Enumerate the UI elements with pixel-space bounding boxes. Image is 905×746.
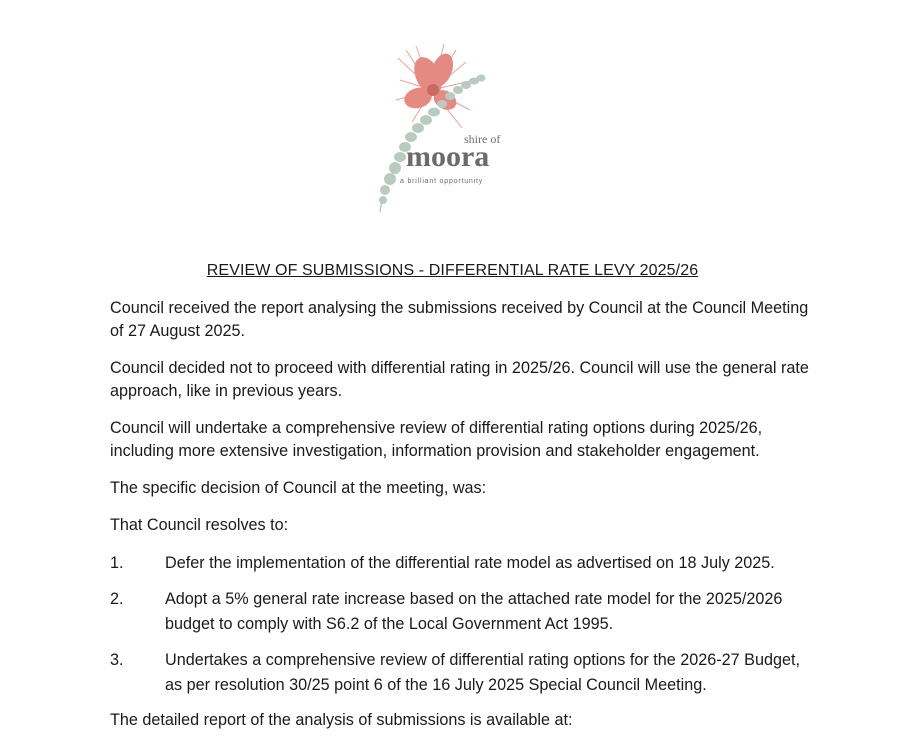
document-body [110,297,810,746]
resolution-item [110,551,810,576]
resolution-text: Defer the implementation of the differential rate model as advertised on 18 July 2025. [165,554,775,572]
paragraph: The specific decision of Council at the meeting, was: [110,479,487,497]
resolution-item [110,648,810,698]
document-title: REVIEW OF SUBMISSIONS - DIFFERENTIAL RATE LEVY 2025/26 [206,262,699,279]
logo-shire-of: shire of [464,132,501,146]
logo-tagline: a brilliant opportunity [400,178,483,185]
resolution-text: Adopt a 5% general rate increase based on the attached rate model for the 2025/2026 budget to comply with S6.2 of the Local Government Act 1995. [165,590,783,633]
closing-paragraph: The detailed report of the analysis of submissions is available at: [110,711,573,729]
resolution-item [110,587,810,637]
resolution-number: 3. [110,651,124,669]
paragraph: Council decided not to proceed with differential rating in 2025/26. Council will use the general rate approach, like in previous years. [110,359,809,400]
logo-name: moora [406,140,490,173]
paragraph: Council will undertake a comprehensive review of differential rating options during 2025/26, including more extensive investigation, information provision and stakeholder engagement. [110,419,763,460]
resolution-text: Undertakes a comprehensive review of differential rating options for the 2026-27 Budget, as per resolution 30/25 point 6 of the 16 July 2025 Special Council Meeting. [165,651,800,694]
paragraph: That Council resolves to: [110,516,289,534]
resolution-number: 1. [110,554,124,572]
flower-logo-icon [370,40,530,215]
resolution-number: 2. [110,590,124,608]
paragraph: Council received the report analysing the submissions received by Council at the Council Meeting of 27 August 2025. [110,299,809,340]
shire-logo [370,40,530,215]
